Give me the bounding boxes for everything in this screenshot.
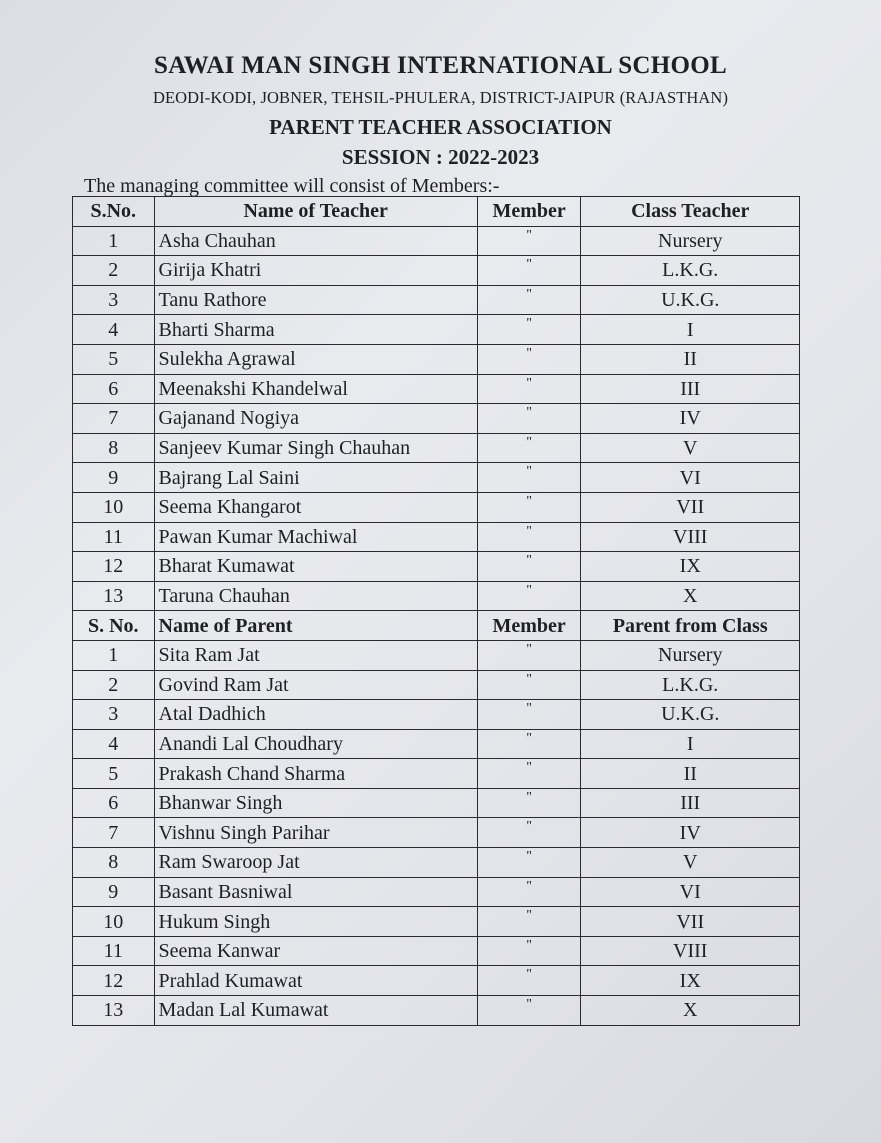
parent-name-header: Name of Parent [154,611,477,641]
member-ditto: " [477,226,581,256]
class-name: VI [581,463,800,493]
teacher-row [73,522,800,552]
serial-number: 4 [73,315,155,345]
member-ditto: " [477,818,581,848]
serial-number: 11 [73,936,155,966]
serial-number: 13 [73,996,155,1026]
member-ditto: " [477,729,581,759]
member-ditto: " [477,285,581,315]
school-name: SAWAI MAN SINGH INTERNATIONAL SCHOOL [154,52,727,79]
member-name: Gajanand Nogiya [154,404,477,434]
member-name: Sanjeev Kumar Singh Chauhan [154,433,477,463]
parent-row [73,729,800,759]
class-name: I [581,315,800,345]
class-name: V [581,848,800,878]
serial-number: 2 [73,670,155,700]
class-name: IV [581,404,800,434]
teacher-row [73,315,800,345]
class-name: III [581,374,800,404]
member-name: Bharti Sharma [154,315,477,345]
serial-number: 6 [73,788,155,818]
class-name: X [581,996,800,1026]
serial-number: 10 [73,907,155,937]
member-ditto: " [477,996,581,1026]
parent-row [73,848,800,878]
member-ditto: " [477,877,581,907]
parent-row [73,640,800,670]
class-name: U.K.G. [581,700,800,730]
teacher-rows [73,226,800,611]
teacher-row [73,226,800,256]
class-name: IV [581,818,800,848]
serial-number: 11 [73,522,155,552]
serial-number: 3 [73,700,155,730]
member-name: Tanu Rathore [154,285,477,315]
class-name: I [581,729,800,759]
teacher-name-header: Name of Teacher [154,197,477,227]
class-name: VIII [581,936,800,966]
class-name: II [581,759,800,789]
class-name: VII [581,907,800,937]
association-title: PARENT TEACHER ASSOCIATION [269,115,612,139]
teacher-row [73,374,800,404]
teacher-row [73,344,800,374]
member-name: Madan Lal Kumawat [154,996,477,1026]
serial-number: 2 [73,256,155,286]
member-ditto: " [477,374,581,404]
member-name: Prakash Chand Sharma [154,759,477,789]
member-ditto: " [477,848,581,878]
member-ditto: " [477,966,581,996]
member-ditto: " [477,433,581,463]
parent-row [73,907,800,937]
parent-row [73,996,800,1026]
serial-number: 1 [73,640,155,670]
member-name: Seema Kanwar [154,936,477,966]
parent-row [73,877,800,907]
member-name: Atal Dadhich [154,700,477,730]
member-ditto: " [477,670,581,700]
teacher-row [73,404,800,434]
committee-intro: The managing committee will consist of Members:- [84,175,500,197]
member-name: Ram Swaroop Jat [154,848,477,878]
member-name: Meenakshi Khandelwal [154,374,477,404]
member-name: Prahlad Kumawat [154,966,477,996]
member-ditto: " [477,344,581,374]
member-name: Hukum Singh [154,907,477,937]
class-name: II [581,344,800,374]
committee-table [72,196,800,1026]
member-ditto: " [477,492,581,522]
parent-header-row [73,611,800,641]
member-ditto: " [477,522,581,552]
class-name: Nursery [581,226,800,256]
serial-number: 3 [73,285,155,315]
parent-row [73,966,800,996]
member-ditto: " [477,581,581,611]
parent-row [73,788,800,818]
teacher-row [73,256,800,286]
member-name: Asha Chauhan [154,226,477,256]
member-ditto: " [477,315,581,345]
serial-number: 12 [73,552,155,582]
parent-row [73,759,800,789]
member-ditto: " [477,463,581,493]
teacher-header-row [73,197,800,227]
serial-number: 7 [73,818,155,848]
class-name: IX [581,552,800,582]
parent-member-header: Member [477,611,581,641]
class-name: L.K.G. [581,670,800,700]
member-ditto: " [477,788,581,818]
serial-number: 8 [73,433,155,463]
member-ditto: " [477,256,581,286]
teacher-row [73,463,800,493]
parent-class-header: Parent from Class [581,611,800,641]
parent-sno-header: S. No. [73,611,155,641]
serial-number: 1 [73,226,155,256]
serial-number: 5 [73,759,155,789]
session-title: SESSION : 2022-2023 [341,145,540,169]
member-ditto: " [477,936,581,966]
serial-number: 12 [73,966,155,996]
member-name: Bajrang Lal Saini [154,463,477,493]
school-address: DEODI-KODI, JOBNER, TEHSIL-PHULERA, DISTRICT-JAIPUR (RAJASTHAN) [152,88,729,107]
class-name: VII [581,492,800,522]
member-name: Seema Khangarot [154,492,477,522]
class-name: VI [581,877,800,907]
teacher-row [73,492,800,522]
parent-row [73,670,800,700]
class-name: IX [581,966,800,996]
member-name: Sita Ram Jat [154,640,477,670]
class-name: U.K.G. [581,285,800,315]
serial-number: 9 [73,463,155,493]
serial-number: 4 [73,729,155,759]
serial-number: 10 [73,492,155,522]
teacher-row [73,285,800,315]
member-ditto: " [477,552,581,582]
member-ditto: " [477,404,581,434]
member-name: Anandi Lal Choudhary [154,729,477,759]
teacher-class-header: Class Teacher [581,197,800,227]
teacher-row [73,581,800,611]
member-name: Girija Khatri [154,256,477,286]
serial-number: 8 [73,848,155,878]
member-ditto: " [477,907,581,937]
class-name: V [581,433,800,463]
serial-number: 6 [73,374,155,404]
serial-number: 5 [73,344,155,374]
parent-row [73,936,800,966]
member-name: Govind Ram Jat [154,670,477,700]
class-name: III [581,788,800,818]
parent-rows [73,640,800,1025]
member-name: Bhanwar Singh [154,788,477,818]
class-name: L.K.G. [581,256,800,286]
member-name: Sulekha Agrawal [154,344,477,374]
teacher-row [73,433,800,463]
parent-row [73,700,800,730]
class-name: Nursery [581,640,800,670]
teacher-row [73,552,800,582]
teacher-member-header: Member [477,197,581,227]
serial-number: 7 [73,404,155,434]
parent-row [73,818,800,848]
serial-number: 13 [73,581,155,611]
class-name: X [581,581,800,611]
member-name: Pawan Kumar Machiwal [154,522,477,552]
teacher-sno-header: S.No. [73,197,155,227]
member-name: Bharat Kumawat [154,552,477,582]
member-ditto: " [477,759,581,789]
member-ditto: " [477,700,581,730]
class-name: VIII [581,522,800,552]
member-name: Vishnu Singh Parihar [154,818,477,848]
serial-number: 9 [73,877,155,907]
member-name: Taruna Chauhan [154,581,477,611]
member-ditto: " [477,640,581,670]
member-name: Basant Basniwal [154,877,477,907]
